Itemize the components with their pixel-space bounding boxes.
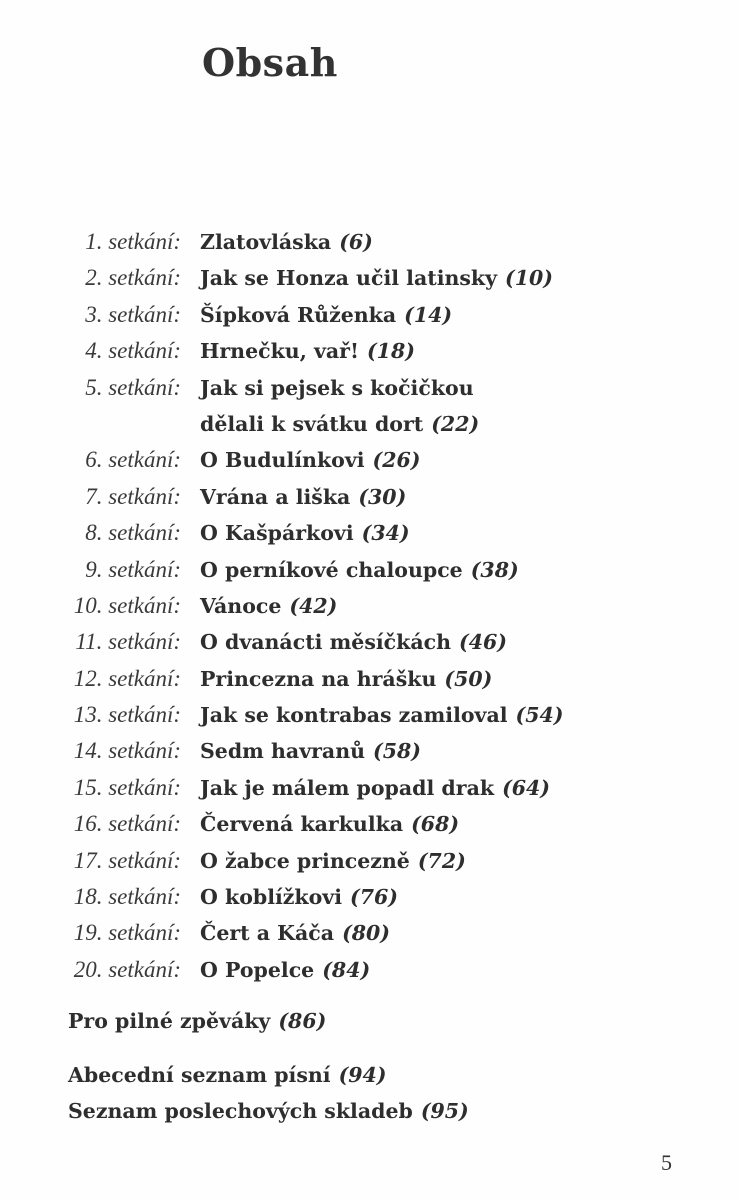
session-label: 17. setkání: [73, 847, 181, 873]
session-label: 3. setkání: [85, 301, 181, 327]
toc-entry-1[interactable] [0, 224, 739, 260]
page-ref: (95) [420, 1099, 469, 1123]
page-ref: (80) [342, 921, 390, 946]
page-ref: (22) [431, 411, 480, 436]
toc-entry-13[interactable] [0, 697, 739, 733]
table-of-contents [0, 224, 739, 988]
session-label: 14. setkání: [73, 738, 181, 764]
toc-entry-20[interactable] [0, 952, 739, 988]
toc-entry-15[interactable] [0, 770, 739, 806]
page-ref: (64) [502, 775, 550, 800]
page-ref: (72) [417, 848, 466, 873]
page-ref: (50) [444, 666, 493, 691]
entry-title: O Popelce (84) [200, 957, 371, 982]
page-ref: (54) [515, 703, 564, 728]
session-label: 19. setkání: [73, 920, 181, 946]
entry-title: Vrána a liška (30) [200, 484, 407, 509]
entry-title: Jak se kontrabas zamiloval (54) [200, 703, 564, 728]
appendix-list [68, 1003, 708, 1129]
entry-title: O dvanácti měsíčkách (46) [200, 630, 507, 655]
page-ref: (6) [339, 230, 373, 254]
toc-entry-5[interactable] [0, 370, 739, 406]
entry-title: Princezna na hrášku (50) [200, 666, 493, 691]
session-label: 7. setkání: [85, 483, 181, 509]
entry-title: Jak se Honza učil latinsky (10) [200, 266, 553, 291]
toc-entry-10[interactable] [0, 588, 739, 624]
session-label: 6. setkání: [85, 447, 181, 473]
entry-title: O Budulínkovi (26) [200, 448, 421, 473]
entry-title: Vánoce (42) [200, 593, 338, 618]
toc-entry-2[interactable] [0, 260, 739, 296]
toc-entry-8[interactable] [0, 515, 739, 551]
session-label: 10. setkání: [73, 592, 181, 618]
entry-title: Hrnečku, vař! (18) [200, 339, 415, 364]
page-ref: (76) [350, 885, 398, 910]
toc-entry-5-continued[interactable] [0, 406, 739, 442]
toc-entry-4[interactable] [0, 333, 739, 369]
toc-entry-17[interactable] [0, 843, 739, 879]
page-ref: (94) [338, 1063, 387, 1087]
page-ref: (30) [358, 484, 407, 509]
page-ref: (42) [289, 593, 338, 618]
toc-entry-14[interactable] [0, 733, 739, 769]
session-label: 18. setkání: [73, 884, 181, 910]
entry-title-continued: dělali k svátku dort (22) [200, 411, 480, 436]
session-label: 2. setkání: [85, 265, 181, 291]
entry-title: Šípková Růženka (14) [200, 302, 453, 327]
session-label: 20. setkání: [73, 956, 181, 982]
page-ref: (68) [411, 812, 460, 837]
toc-entry-12[interactable] [0, 661, 739, 697]
toc-entry-11[interactable] [0, 624, 739, 660]
toc-entry-18[interactable] [0, 879, 739, 915]
entry-title: O Kašpárkovi (34) [200, 521, 410, 546]
page-number: 5 [661, 1150, 672, 1175]
page-ref: (10) [505, 266, 553, 291]
session-label: 1. setkání: [85, 229, 181, 254]
entry-title: Sedm havranů (58) [200, 739, 421, 764]
appendix-entry-singers[interactable]: Pro pilné zpěváky (86) [68, 1009, 327, 1033]
appendix-entry-listening-list[interactable]: Seznam poslechových skladeb (95) [68, 1099, 469, 1123]
page-ref: (34) [361, 521, 410, 546]
session-label: 12. setkání: [73, 665, 181, 691]
appendix-entry-song-index[interactable]: Abecední seznam písní (94) [68, 1063, 387, 1087]
session-label: 4. setkání: [85, 338, 181, 364]
session-label: 16. setkání: [73, 811, 181, 837]
entry-title: O koblížkovi (76) [200, 885, 398, 910]
entry-title: Čert a Káča (80) [200, 921, 390, 946]
page-ref: (26) [372, 448, 421, 473]
page-ref: (38) [470, 557, 519, 582]
page-ref: (86) [278, 1009, 327, 1033]
toc-entry-16[interactable] [0, 806, 739, 842]
toc-entry-19[interactable] [0, 915, 739, 951]
entry-title: Jak si pejsek s kočičkou [200, 375, 474, 400]
page-ref: (58) [373, 739, 421, 764]
page-ref: (46) [459, 630, 507, 655]
session-label: 13. setkání: [73, 702, 181, 728]
entry-title: Zlatovláska (6) [200, 230, 373, 254]
page-title: Obsah [202, 40, 338, 85]
session-label: 5. setkání: [85, 374, 181, 400]
page-ref: (14) [404, 302, 453, 327]
toc-entry-6[interactable] [0, 442, 739, 478]
entry-title: O perníkové chaloupce (38) [200, 557, 519, 582]
entry-title: Červená karkulka (68) [200, 812, 460, 837]
page-ref: (18) [366, 339, 415, 364]
session-label: 8. setkání: [85, 520, 181, 546]
session-label: 9. setkání: [85, 556, 181, 582]
session-label: 11. setkání: [75, 629, 181, 655]
entry-title: Jak je málem popadl drak (64) [200, 775, 550, 800]
page-ref: (84) [322, 957, 371, 982]
toc-entry-9[interactable] [0, 552, 739, 588]
toc-entry-7[interactable] [0, 479, 739, 515]
entry-title: O žabce princezně (72) [200, 848, 466, 873]
toc-entry-3[interactable] [0, 297, 739, 333]
session-label: 15. setkání: [73, 774, 181, 800]
